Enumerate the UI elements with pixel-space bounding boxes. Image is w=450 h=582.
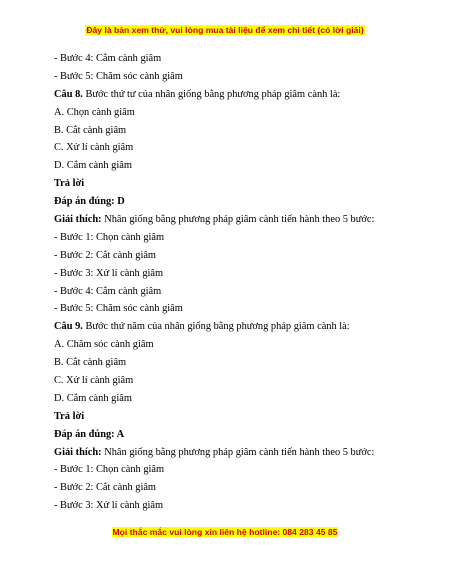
bold-label: Đáp án đúng: A <box>54 428 125 440</box>
line-text: - Bước 1: Chọn cành giâm <box>54 231 165 243</box>
bold-label: Đáp án đúng: D <box>54 196 125 208</box>
text-line <box>54 247 414 265</box>
line-text: D. Cắm cành giâm <box>54 160 132 172</box>
line-text: - Bước 5: Chăm sóc cành giâm <box>54 303 183 315</box>
bold-label: Trả lời <box>54 178 85 190</box>
text-line <box>54 461 414 479</box>
text-line <box>54 283 414 301</box>
text-line <box>54 408 414 426</box>
text-line <box>54 68 414 86</box>
text-line <box>54 444 414 462</box>
preview-banner <box>0 25 450 36</box>
line-text: - Bước 2: Cắt cành giâm <box>54 249 157 261</box>
document-content <box>54 50 414 515</box>
bold-label: Giải thích: <box>54 214 102 226</box>
line-text: - Bước 4: Cắm cành giâm <box>54 53 162 64</box>
text-line <box>54 86 414 104</box>
hotline-banner <box>0 527 450 538</box>
text-line <box>54 211 414 229</box>
text-line <box>54 497 414 515</box>
text-line <box>54 122 414 140</box>
text-line <box>54 265 414 283</box>
line-text: - Bước 5: Chăm sóc cành giâm <box>54 70 183 82</box>
text-line <box>54 157 414 175</box>
preview-banner-text: Đây là bản xem thử, vui lòng mua tài liệu để xem chi tiết (có lời giải) <box>86 25 364 35</box>
line-text: B. Cắt cành giâm <box>54 124 127 136</box>
line-text: A. Chăm sóc cành giâm <box>54 339 154 351</box>
line-text: C. Xử lí cành giâm <box>54 375 134 387</box>
line-text: C. Xử lí cành giâm <box>54 142 134 154</box>
text-line <box>54 300 414 318</box>
line-text: - Bước 3: Xử lí cành giâm <box>54 500 164 512</box>
text-line <box>54 354 414 372</box>
text-line <box>54 193 414 211</box>
text-line <box>54 372 414 390</box>
bold-label: Câu 9. <box>54 321 83 333</box>
line-text: - Bước 3: Xử lí cành giâm <box>54 267 164 279</box>
line-text: A. Chọn cành giâm <box>54 106 135 118</box>
text-line <box>54 229 414 247</box>
text-line <box>54 50 414 68</box>
text-line <box>54 479 414 497</box>
line-text: Bước thứ tư của nhân giống bằng phương pháp giâm cành là: <box>82 88 341 100</box>
line-text: Nhân giống bằng phương pháp giâm cành tiến hành theo 5 bước: <box>101 214 375 226</box>
bold-label: Câu 8. <box>54 88 83 100</box>
line-text: - Bước 1: Chọn cành giâm <box>54 464 165 476</box>
text-line <box>54 318 414 336</box>
line-text: - Bước 4: Cắm cành giâm <box>54 285 162 297</box>
text-line <box>54 426 414 444</box>
bold-label: Giải thích: <box>54 446 102 458</box>
text-line <box>54 336 414 354</box>
line-text: Bước thứ năm của nhân giống bằng phương pháp giâm cành là: <box>82 321 350 333</box>
text-line <box>54 175 414 193</box>
bold-label: Trả lời <box>54 410 85 422</box>
line-text: B. Cắt cành giâm <box>54 357 127 369</box>
text-line <box>54 139 414 157</box>
text-line <box>54 390 414 408</box>
hotline-banner-text: Mọi thắc mắc vui lòng xin liên hệ hotline: 084 283 45 85 <box>112 527 338 537</box>
line-text: D. Cắm cành giâm <box>54 392 132 404</box>
text-line <box>54 104 414 122</box>
line-text: - Bước 2: Cắt cành giâm <box>54 482 157 494</box>
line-text: Nhân giống bằng phương pháp giâm cành tiến hành theo 5 bước: <box>101 446 375 458</box>
